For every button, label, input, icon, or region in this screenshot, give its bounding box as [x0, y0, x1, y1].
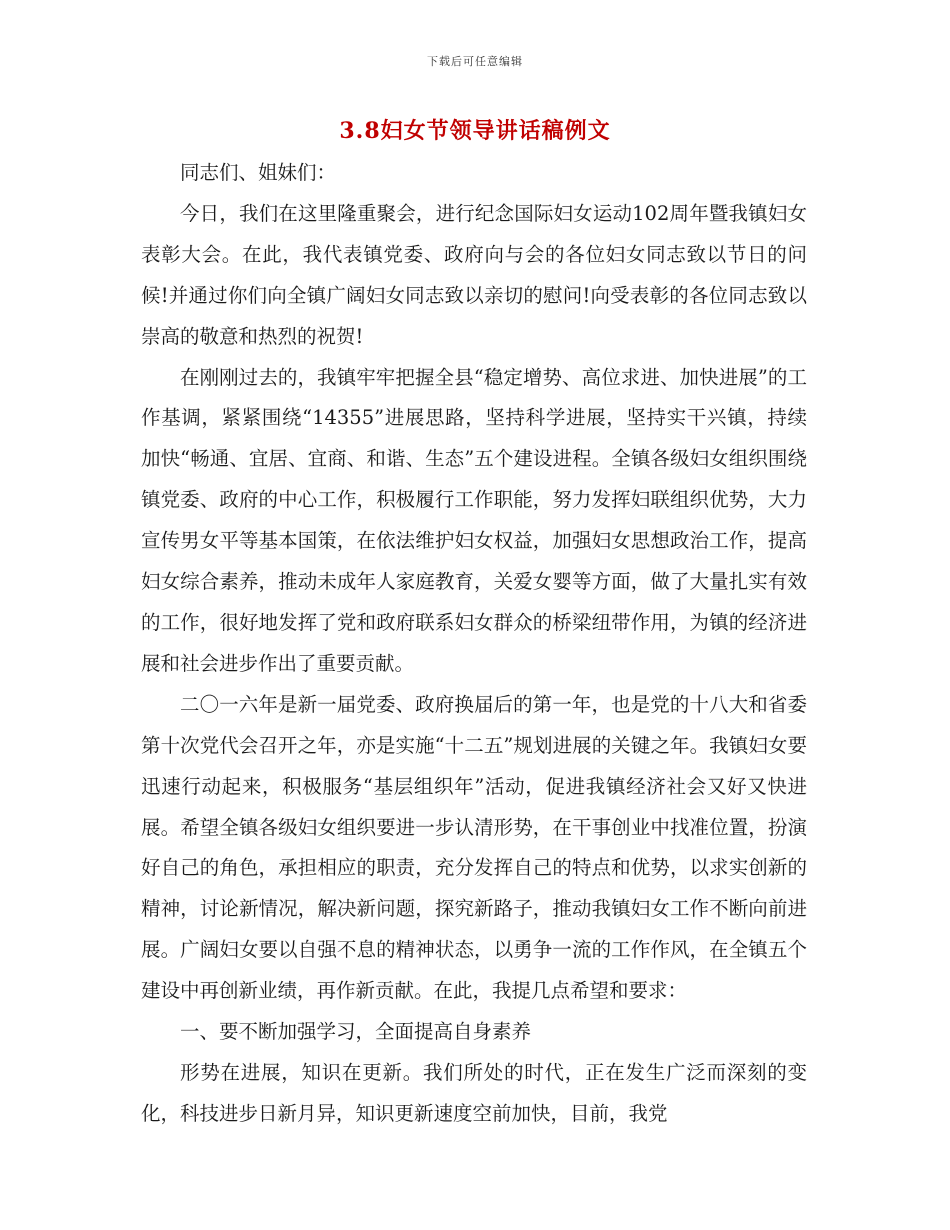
- paragraph-opening: 今日，我们在这里隆重聚会，进行纪念国际妇女运动102周年暨我镇妇女表彰大会。在此，我代表镇党委、政府向与会的各位妇女同志致以节日的问候!并通过你们向全镇广阔妇女同志致以亲切的慰问!向受表彰的各位同志致以崇高的敬意和热烈的祝贺!: [141, 201, 807, 348]
- document-title: 3.8妇女节领导讲话稿例文: [339, 118, 611, 144]
- section-heading-1: 一、要不断加强学习，全面提高自身素养: [180, 1020, 532, 1044]
- document-body: [141, 153, 807, 1135]
- paragraph-2016-outlook: 二〇一六年是新一届党委、政府换届后的第一年，也是党的十八大和省委第十次党代会召开之年，亦是实施“十二五”规划进展的关键之年。我镇妇女要迅速行动起来，积极服务“基层组织年”活动，促进我镇经济社会又好又快进展。希望全镇各级妇女组织要进一步认清形势，在干事创业中找准位置，扮演好自己的角色，承担相应的职责，充分发挥自己的特点和优势，以求实创新的精神，讨论新情况，解决新问题，探究新路子，推动我镇妇女工作不断向前进展。广阔妇女要以自强不息的精神状态，以勇争一流的工作作风，在全镇五个建设中再创新业绩，再作新贡献。在此，我提几点希望和要求：: [141, 692, 807, 1003]
- page-header-note: 下载后可任意编辑: [427, 55, 523, 68]
- paragraph-achievements: 在刚刚过去的，我镇牢牢把握全县“稳定增势、高位求进、加快进展”的工作基调，紧紧围绕“14355”进展思路，坚持科学进展，坚持实干兴镇，持续加快“畅通、宜居、宜商、和谐、生态”五个建设进程。全镇各级妇女组织围绕镇党委、政府的中心工作，积极履行工作职能，努力发挥妇联组织优势，大力宣传男女平等基本国策，在依法维护妇女权益，加强妇女思想政治工作，提高妇女综合素养，推动未成年人家庭教育，关爱女婴等方面，做了大量扎实有效的工作，很好地发挥了党和政府联系妇女群众的桥梁纽带作用，为镇的经济进展和社会进步作出了重要贡献。: [141, 365, 807, 675]
- salutation: 同志们、姐妹们：: [180, 161, 337, 184]
- paragraph-learning: 形势在进展，知识在更新。我们所处的时代，正在发生广泛而深刻的变化，科技进步日新月异，知识更新速度空前加快，目前，我党: [141, 1060, 807, 1125]
